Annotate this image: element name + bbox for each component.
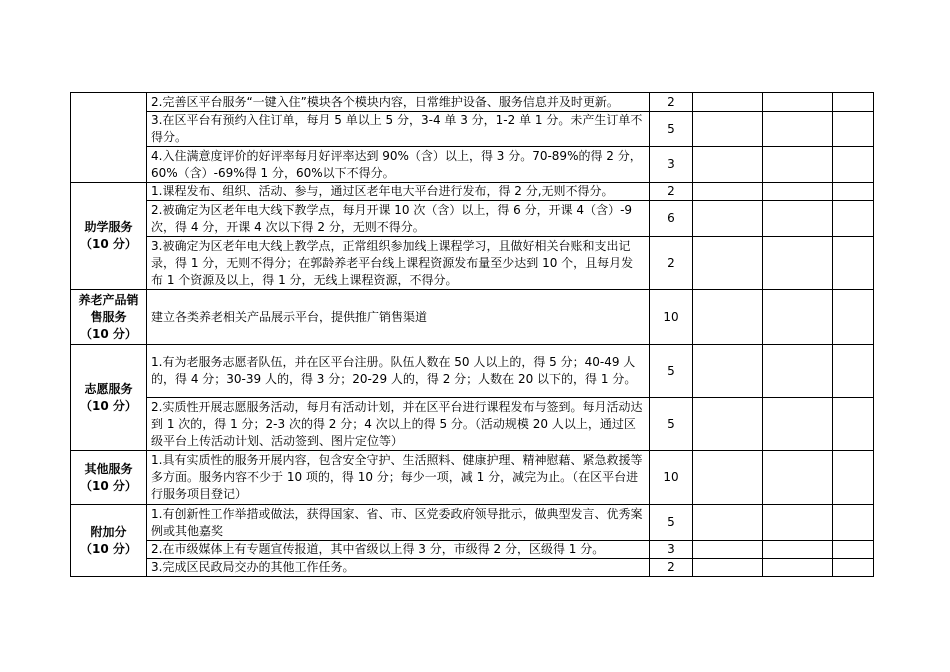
- table-row: [71, 451, 874, 505]
- blank-cell: [833, 93, 874, 112]
- category-points: （10 分）: [80, 326, 137, 341]
- blank-cell: [763, 237, 833, 290]
- blank-cell: [833, 559, 874, 577]
- criteria-text: 2.被确定为区老年电大线下教学点，每月开课 10 次（含）以上，得 6 分，开课 4（含）-9 次，得 4 分，开课 4 次以下得 2 分，无则不得分。: [147, 201, 650, 237]
- table-row: [71, 201, 874, 237]
- criteria-text: 1.有为老服务志愿者队伍，并在区平台注册。队伍人数在 50 人以上的，得 5 分；40-49 人的，得 4 分；30-39 人的，得 3 分；20-29 人的，得 2 分；人数在 20 以下的，得 1 分。: [147, 345, 650, 398]
- criteria-text: 3.被确定为区老年电大线上教学点，正常组织参加线上课程学习，且做好相关台账和支出记录，得 1 分，无则不得分；在郭龄养老平台线上课程资源发布量至少达到 10 个，且每月发布 1 个资源及以上，得 1 分，无线上课程资源，不得分。: [147, 237, 650, 290]
- criteria-text: 1.课程发布、组织、活动、参与，通过区老年电大平台进行发布，得 2 分,无则不得分。: [147, 183, 650, 201]
- category-elderly-products: [71, 290, 147, 345]
- score-value: 3: [650, 147, 693, 183]
- score-value: 5: [650, 398, 693, 451]
- category-points: （10 分）: [80, 541, 137, 556]
- blank-cell: [763, 112, 833, 147]
- score-value: 5: [650, 345, 693, 398]
- category-name: 助学服务: [84, 220, 133, 234]
- category-points: （10 分）: [80, 478, 137, 493]
- scoring-table: [70, 92, 874, 577]
- score-value: 6: [650, 201, 693, 237]
- criteria-text: 建立各类养老相关产品展示平台，提供推广销售渠道: [147, 290, 650, 345]
- category-name: 养老产品销售服务: [78, 292, 139, 324]
- blank-cell: [833, 112, 874, 147]
- category-name: 志愿服务: [84, 381, 133, 396]
- category-cell-empty: [71, 93, 147, 183]
- category-points: （10 分）: [80, 398, 137, 413]
- table-row: [71, 183, 874, 201]
- blank-cell: [763, 559, 833, 577]
- criteria-text: 3.完成区民政局交办的其他工作任务。: [147, 559, 650, 577]
- blank-cell: [833, 541, 874, 559]
- blank-cell: [763, 505, 833, 541]
- blank-cell: [693, 541, 763, 559]
- table-row: [71, 147, 874, 183]
- blank-cell: [693, 398, 763, 451]
- blank-cell: [833, 201, 874, 237]
- blank-cell: [693, 183, 763, 201]
- category-bonus: [71, 505, 147, 577]
- criteria-text: 1.具有实质性的服务开展内容，包含安全守护、生活照料、健康护理、精神慰藉、紧急救援等多方面。服务内容不少于 10 项的，得 10 分；每少一项，减 1 分，减完为止。（在区平台进行服务项目登记）: [147, 451, 650, 505]
- score-value: 3: [650, 541, 693, 559]
- score-value: 2: [650, 237, 693, 290]
- table-row: [71, 345, 874, 398]
- blank-cell: [693, 451, 763, 505]
- blank-cell: [693, 290, 763, 345]
- score-value: 10: [650, 451, 693, 505]
- blank-cell: [763, 201, 833, 237]
- score-value: 5: [650, 505, 693, 541]
- blank-cell: [763, 147, 833, 183]
- score-value: 10: [650, 290, 693, 345]
- blank-cell: [763, 398, 833, 451]
- blank-cell: [693, 112, 763, 147]
- score-value: 5: [650, 112, 693, 147]
- blank-cell: [693, 237, 763, 290]
- criteria-text: 2.完善区平台服务“一键入住”模块各个模块内容，日常维护设备、服务信息并及时更新。: [147, 93, 650, 112]
- score-value: 2: [650, 183, 693, 201]
- criteria-text: 3.在区平台有预约入住订单，每月 5 单以上 5 分，3-4 单 3 分，1-2 单 1 分。未产生订单不得分。: [147, 112, 650, 147]
- table-row: [71, 505, 874, 541]
- table-row: [71, 112, 874, 147]
- blank-cell: [763, 183, 833, 201]
- blank-cell: [833, 505, 874, 541]
- table-row: [71, 398, 874, 451]
- criteria-text: 1.有创新性工作举措或做法，获得国家、省、市、区党委政府领导批示，做典型发言、优秀案例或其他嘉奖: [147, 505, 650, 541]
- category-other-services: [71, 451, 147, 505]
- blank-cell: [693, 345, 763, 398]
- blank-cell: [693, 93, 763, 112]
- category-volunteer: [71, 345, 147, 451]
- blank-cell: [693, 559, 763, 577]
- blank-cell: [833, 398, 874, 451]
- blank-cell: [693, 505, 763, 541]
- blank-cell: [833, 147, 874, 183]
- blank-cell: [763, 345, 833, 398]
- score-value: 2: [650, 559, 693, 577]
- table-row: [71, 541, 874, 559]
- category-study-assistance: [71, 183, 147, 290]
- table-row: [71, 237, 874, 290]
- blank-cell: [763, 451, 833, 505]
- blank-cell: [693, 201, 763, 237]
- blank-cell: [833, 237, 874, 290]
- blank-cell: [763, 290, 833, 345]
- category-points: （10 分）: [80, 237, 137, 251]
- blank-cell: [833, 345, 874, 398]
- blank-cell: [763, 93, 833, 112]
- blank-cell: [763, 541, 833, 559]
- table-row: [71, 93, 874, 112]
- criteria-text: 2.在市级媒体上有专题宣传报道，其中省级以上得 3 分，市级得 2 分，区级得 1 分。: [147, 541, 650, 559]
- blank-cell: [833, 451, 874, 505]
- criteria-text: 2.实质性开展志愿服务活动，每月有活动计划，并在区平台进行课程发布与签到。每月活动达到 1 次的，得 1 分；2-3 次的得 2 分；4 次以上的得 5 分。（活动规模 20 人以上，通过区级平台上传活动计划、活动签到、图片定位等）: [147, 398, 650, 451]
- category-name: 附加分: [90, 524, 127, 539]
- blank-cell: [833, 290, 874, 345]
- score-value: 2: [650, 93, 693, 112]
- blank-cell: [833, 183, 874, 201]
- table-row: [71, 290, 874, 345]
- table-row: [71, 559, 874, 577]
- blank-cell: [693, 147, 763, 183]
- criteria-text: 4.入住满意度评价的好评率每月好评率达到 90%（含）以上，得 3 分。70-89%的得 2 分，60%（含）-69%得 1 分，60%以下不得分。: [147, 147, 650, 183]
- category-name: 其他服务: [84, 461, 133, 476]
